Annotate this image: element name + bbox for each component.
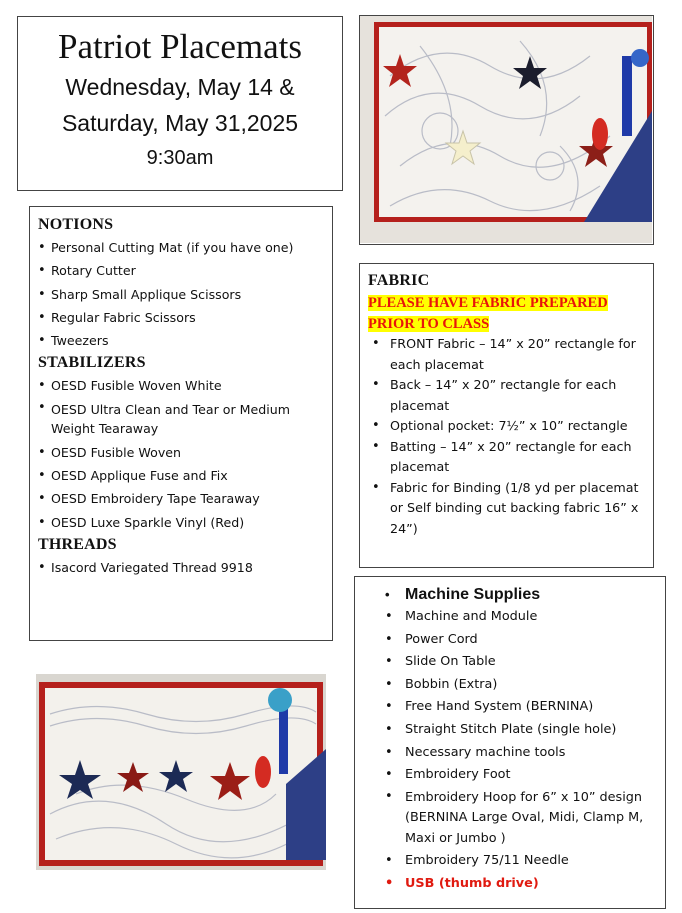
fabric-notice-line-2: PRIOR TO CLASS [368, 316, 490, 332]
list-item: • Free Hand System (BERNINA) [385, 696, 665, 719]
list-item: • Straight Stitch Plate (single hole) [385, 719, 665, 742]
placemat-photo-2-image [36, 674, 326, 870]
threads-list [38, 556, 332, 579]
fabric-box [359, 263, 654, 568]
stabilizers-heading: STABILIZERS [38, 354, 146, 372]
list-item: • Fabric for Binding (1/8 yd per placemat or Self binding cut backing fabric 16” x 24”) [368, 478, 647, 540]
list-item: • Regular Fabric Scissors [38, 306, 332, 329]
list-item: • OESD Fusible Woven White [38, 374, 332, 397]
notions-list [38, 236, 332, 352]
machine-supplies-box [354, 576, 666, 909]
machine-supplies-list [385, 583, 665, 895]
usb-item: • USB (thumb drive) [385, 873, 665, 896]
list-item: • OESD Applique Fuse and Fix [38, 464, 332, 487]
page-title: Patriot Placemats [58, 27, 302, 66]
list-item: • Tweezers [38, 329, 332, 352]
fabric-notice-line-1: PLEASE HAVE FABRIC PREPARED [368, 295, 608, 311]
placemat-photo-1-frame [359, 15, 654, 245]
list-item: • Embroidery Foot [385, 764, 665, 787]
list-item: • Sharp Small Applique Scissors [38, 283, 332, 306]
list-item: • Slide On Table [385, 651, 665, 674]
list-item: • OESD Fusible Woven [38, 441, 332, 464]
list-item: • Back – 14” x 20” rectangle for each placemat [368, 375, 647, 416]
fabric-heading: FABRIC [368, 272, 430, 289]
list-item: • Personal Cutting Mat (if you have one) [38, 236, 332, 259]
placemat-photo-1 [360, 16, 652, 243]
threads-heading: THREADS [38, 535, 117, 553]
list-item: • OESD Luxe Sparkle Vinyl (Red) [38, 511, 332, 534]
class-date-1: Wednesday, May 14 & [65, 74, 295, 100]
machine-supplies-heading: • Machine Supplies [385, 583, 665, 606]
list-item: • Machine and Module [385, 606, 665, 629]
list-item: • Rotary Cutter [38, 259, 332, 282]
fabric-list [368, 334, 647, 539]
list-item: • Embroidery Hoop for 6” x 10” design (BERNINA Large Oval, Midi, Clamp M, Maxi or Jumbo ) [385, 787, 665, 851]
placemat-photo-2 [36, 674, 326, 870]
list-item: • OESD Ultra Clean and Tear or Medium Weight Tearaway [38, 398, 332, 441]
list-item: • Batting – 14” x 20” rectangle for each placemat [368, 437, 647, 478]
list-item: • Bobbin (Extra) [385, 674, 665, 697]
class-time: 9:30am [146, 147, 214, 169]
list-item: • OESD Embroidery Tape Tearaway [38, 487, 332, 510]
list-item: • FRONT Fabric – 14” x 20” rectangle for each placemat [368, 334, 647, 375]
supplies-list-box [29, 206, 333, 641]
list-item: • Power Cord [385, 629, 665, 652]
stabilizers-list [38, 374, 332, 533]
list-item: • Isacord Variegated Thread 9918 [38, 556, 332, 579]
title-box [17, 16, 343, 191]
list-item: • Necessary machine tools [385, 742, 665, 765]
class-date-2: Saturday, May 31,2025 [61, 110, 299, 136]
list-item: • Optional pocket: 7½” x 10” rectangle [368, 416, 647, 437]
notions-heading: NOTIONS [38, 216, 114, 233]
list-item: • Embroidery 75/11 Needle [385, 850, 665, 873]
